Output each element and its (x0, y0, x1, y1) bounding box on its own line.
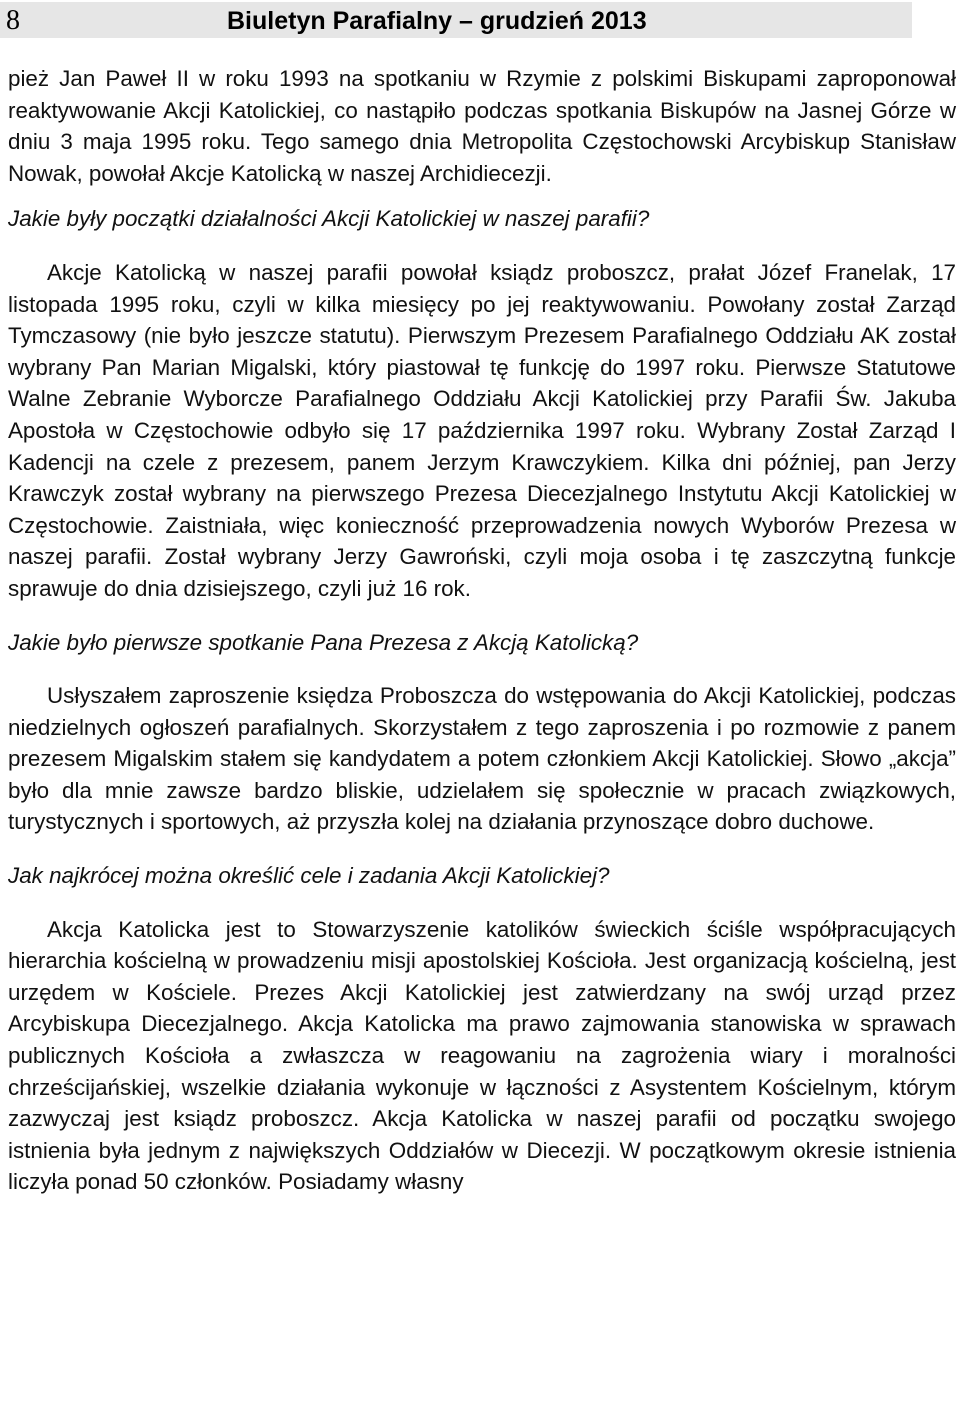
page-number: 8 (6, 5, 20, 36)
interview-question: Jakie było pierwsze spotkanie Pana Prezesa z Akcją Katolicką? (8, 629, 639, 655)
bulletin-title: Biuletyn Parafialny – grudzień 2013 (227, 7, 647, 35)
interview-question: Jak najkrócej można określić cele i zadania Akcji Katolickiej? (8, 863, 610, 889)
article-body (8, 63, 956, 1198)
page-header (0, 2, 912, 38)
interview-answer: Akcje Katolicką w naszej parafii powołał ksiądz proboszcz, prałat Józef Franelak, 17 listopada 1995 roku, czyli w kilka miesięcy po jej reaktywowaniu. Powołany został Zarząd Tymczasowy (nie było jeszcze statutu). Pierwszym Prezesem Parafialnego Oddziału AK został wybrany Pan Marian Migalski, który piastował tę funkcję do 1997 roku. Pierwsze Statutowe Walne Zebranie Wyborcze Parafialnego Oddziału Akcji Katolickiej przy Parafii Św. Jakuba Apostoła w Częstochowie odbyło się 17 października 1997 roku. Wybrany Został Zarząd I Kadencji na czele z prezesem, panem Jerzym Krawczykiem. Kilka dni później, pan Jerzy Krawczyk został wybrany na pierwszego Prezesa Diecezjalnego Instytutu Akcji Katolickiej w Częstochowie. Zaistniała, więc konieczność przeprowadzenia nowych Wyborów Prezesa w naszej parafii. Został wybrany Jerzy Gawroński, czyli moja osoba i tę zaszczytną funkcje sprawuje do dnia dzisiejszego, czyli już 16 rok. (8, 259, 956, 601)
interview-answer: Akcja Katolicka jest to Stowarzyszenie katolików świeckich ściśle współpracujących hierarchia kościelną w prowadzeniu misji apostolskiej Kościoła. Jest organizacją kościelną, jest urzędem w Kościele. Prezes Akcji Katolickiej jest zatwierdzany na swój urząd przez Arcybiskupa Diecezjalnego. Akcja Katolicka ma prawo zajmowania stanowiska w sprawach publicznych Kościoła a zwłaszcza w reagowaniu na zagrożenia wiary i moralności chrześcijańskiej, wszelkie działania wykonuje w łączności z Asystentem Kościelnym, którym zazwyczaj jest ksiądz proboszcz. Akcja Katolicka w naszej parafii od początku swojego istnienia była jednym z największych Oddziałów w Diecezji. W początkowym okresie istnienia liczyła ponad 50 członków. Posiadamy własny (8, 916, 956, 1195)
intro-paragraph: pież Jan Paweł II w roku 1993 na spotkaniu w Rzymie z polskimi Biskupami zaproponował reaktywowanie Akcji Katolickiej, co nastąpiło podczas spotkania Biskupów na Jasnej Górze w dniu 3 maja 1995 roku. Tego samego dnia Metropolita Częstochowski Arcybiskup Stanisław Nowak, powołał Akcje Katolicką w naszej Archidiecezji. (8, 66, 956, 186)
interview-question: Jakie były początki działalności Akcji Katolickiej w naszej parafii? (8, 206, 650, 232)
interview-answer: Usłyszałem zaproszenie księdza Proboszcza do wstępowania do Akcji Katolickiej, podczas niedzielnych ogłoszeń parafialnych. Skorzystałem z tego zaproszenia i po rozmowie z panem prezesem Migalskim stałem się kandydatem a potem członkiem Akcji Katolickiej. Słowo „akcja” było dla mnie zawsze bardzo bliskie, udzielałem się społecznie w pracach związkowych, turystycznych i sportowych, aż przyszła kolej na działania przynoszące dobro duchowe. (8, 683, 956, 835)
